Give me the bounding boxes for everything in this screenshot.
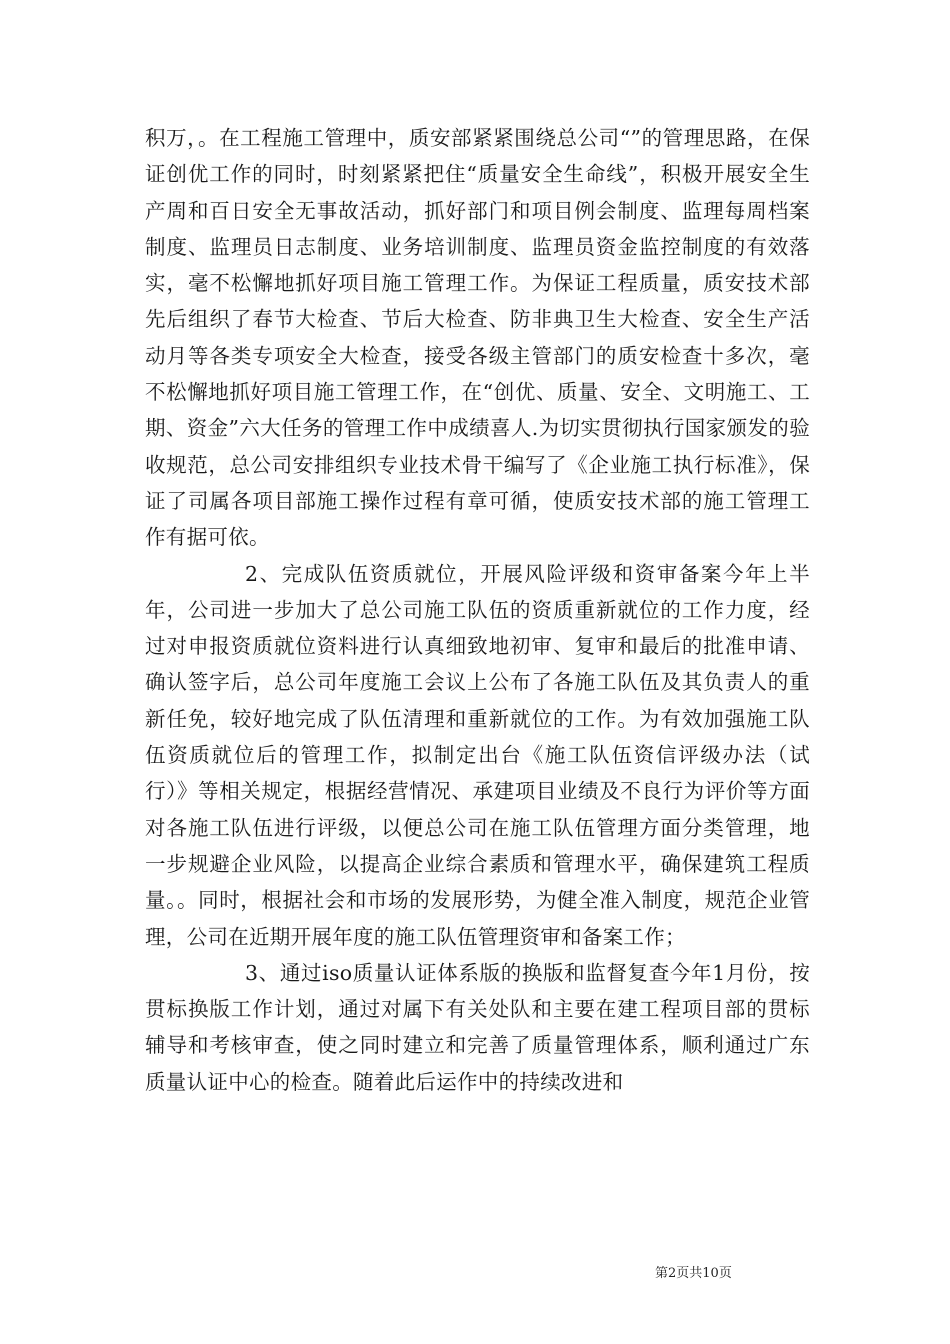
document-body — [145, 120, 810, 1100]
page-number-label: 第2页共10页 — [655, 1266, 732, 1281]
paragraph-3: 3、通过iso质量认证体系版的换版和监督复查今年1月份，按贯标换版工作计划，通过对属下有关处队和主要在建工程项目部的贯标辅导和考核审查，使之同时建立和完善了质量管理体系，顺利通过广东质量认证中心的检查。随着此后运作中的持续改进和 — [145, 960, 810, 1094]
paragraph-2: 2、完成队伍资质就位，开展风险评级和资审备案今年上半年，公司进一步加大了总公司施工队伍的资质重新就位的工作力度，经过对申报资质就位资料进行认真细致地初审、复审和最后的批准申请、确认签字后，总公司年度施工会议上公布了各施工队伍及其负责人的重新任免，较好地完成了队伍清理和重新就位的工作。为有效加强施工队伍资质就位后的管理工作，拟制定出台《施工队伍资信评级办法（试行）》等相关规定，根据经营情况、承建项目业绩及不良行为评价等方面对各施工队伍进行评级，以便总公司在施工队伍管理方面分类管理，地一步规避企业风险，以提高企业综合素质和管理水平，确保建筑工程质量。。同时，根据社会和市场的发展形势，为健全准入制度，规范企业管理，公司在近期开展年度的施工队伍管理资审和备案工作； — [145, 561, 810, 949]
paragraph-1: 积万，。在工程施工管理中，质安部紧紧围绕总公司“”的管理思路，在保证创优工作的同时，时刻紧紧把住“质量安全生命线”，积极开展安全生产周和百日安全无事故活动，抓好部门和项目例会制度、监理每周档案制度、监理员日志制度、业务培训制度、监理员资金监控制度的有效落实，毫不松懈地抓好项目施工管理工作。为保证工程质量，质安技术部先后组织了春节大检查、节后大检查、防非典卫生大检查、安全生产活动月等各类专项安全大检查，接受各级主管部门的质安检查十多次，毫不松懈地抓好项目施工管理工作，在“创优、质量、安全、文明施工、工期、资金”六大任务的管理工作中成绩喜人.为切实贯彻执行国家颁发的验收规范，总公司安排组织专业技术骨干编写了《企业施工执行标准》，保证了司属各项目部施工操作过程有章可循，使质安技术部的施工管理工作有据可依。 — [145, 126, 810, 550]
